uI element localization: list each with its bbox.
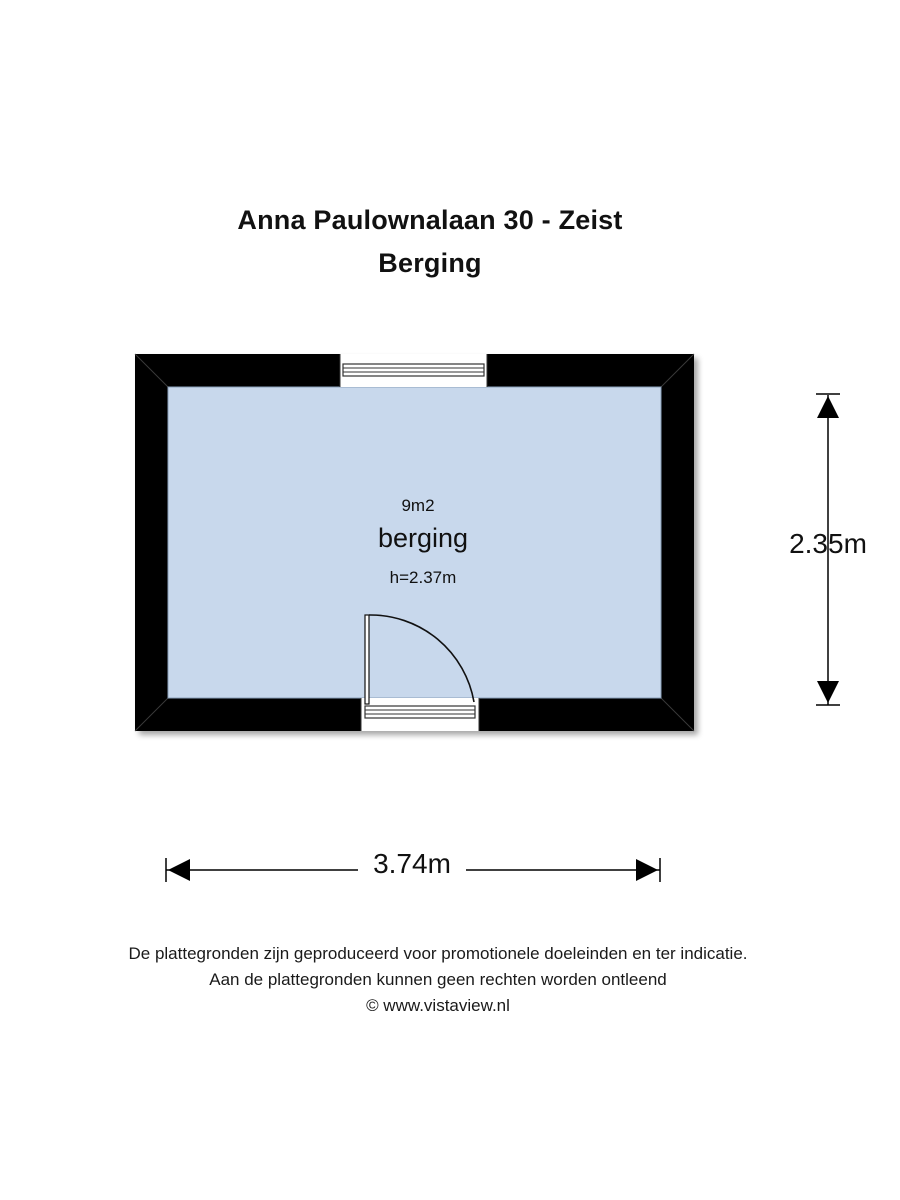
disclaimer-line-1: De plattegronden zijn geproduceerd voor promotionele doeleinden en ter indicatie. (128, 944, 748, 963)
room-height-label: h=2.37m (389, 568, 457, 587)
disclaimer-line-2: Aan de plattegronden kunnen geen rechten worden ontleend (209, 970, 667, 989)
width-dimension-label: 3.74m (358, 848, 466, 880)
copyright-line: © www.vistaview.nl (366, 996, 510, 1015)
plan-floor-title: Berging (378, 248, 482, 278)
arrow-up-icon (817, 396, 839, 418)
arrow-down-icon (817, 681, 839, 703)
room-name-label: berging (377, 523, 469, 553)
arrow-right-icon (636, 859, 658, 881)
window-top (340, 354, 487, 387)
room-area-label: 9m2 (401, 496, 435, 515)
door-opening (361, 698, 479, 731)
arrow-left-icon (168, 859, 190, 881)
door-leaf (365, 615, 369, 704)
height-dimension-label: 2.35m (789, 528, 867, 559)
plan-address-title: Anna Paulownalaan 30 - Zeist (237, 205, 623, 235)
